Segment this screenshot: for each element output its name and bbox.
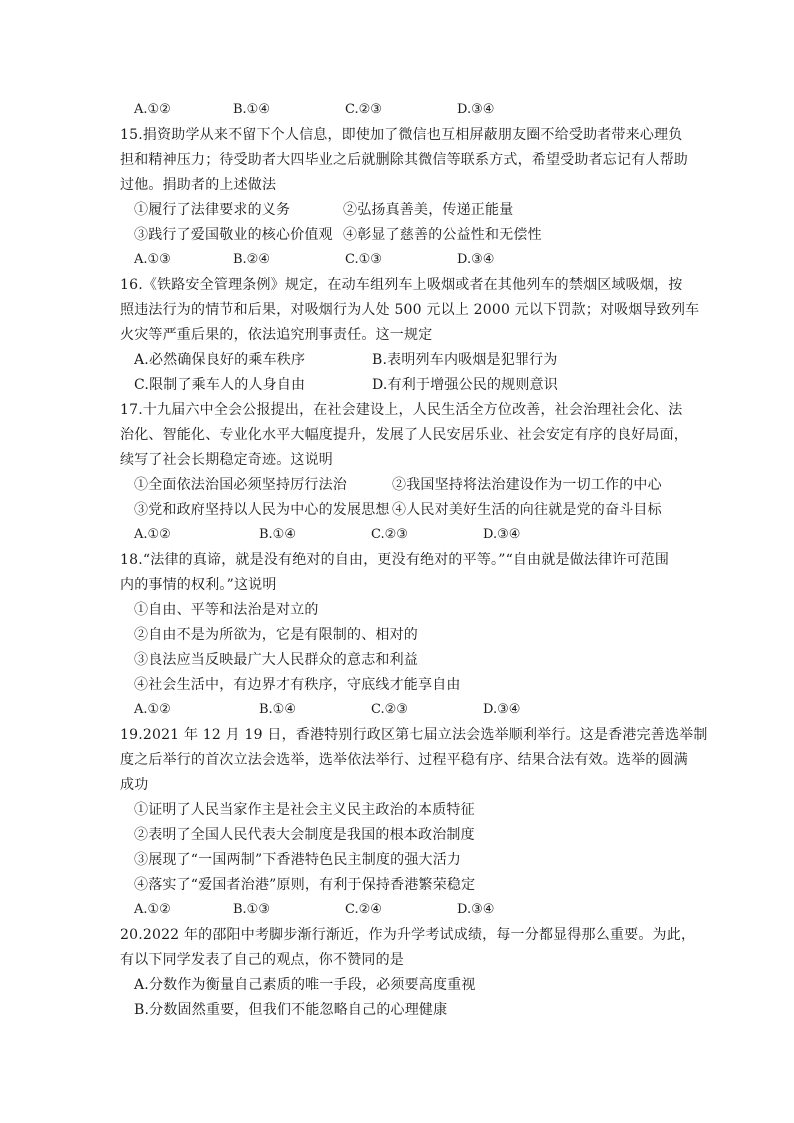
q17-item-3: ③党和政府坚持以人民为中心的发展思想 — [134, 502, 390, 518]
option-d: D.③④ — [457, 902, 495, 917]
option-c: C.②③ — [371, 702, 408, 717]
q18-item-2: ②自由不是为所欲为，它是有限制的、相对的 — [134, 627, 418, 643]
option-b: B.①④ — [259, 527, 296, 542]
q19-item-3: ③展现了“一国两制”下香港特色民主制度的强大活力 — [134, 852, 462, 868]
option-a: A.①② — [134, 102, 171, 117]
q15-item-3: ③践行了爱国敬业的核心价值观 — [134, 227, 333, 243]
q19-item-2: ②表明了全国人民代表大会制度是我国的根本政治制度 — [134, 827, 475, 843]
q17-stem-line-3: 续写了社会长期稳定奇迹。这说明 — [120, 452, 333, 468]
option-d: D.③④ — [483, 527, 521, 542]
q19-stem-line-2: 度之后举行的首次立法会选举，选举依法举行、过程平稳有序、结果合法有效。选举的圆满 — [120, 752, 688, 768]
q16-stem-line-2: 照违法行为的情节和后果，对吸烟行为人处 500 元以上 2000 元以下罚款；对吸烟导致列车 — [120, 302, 700, 318]
q20-stem-line-2: 有以下同学发表了自己的观点，你不赞同的是 — [120, 952, 404, 968]
q20-option-a: A.分数作为衡量自己素质的唯一手段，必须要高度重视 — [134, 977, 476, 993]
q19-item-4: ④落实了“爱国者治港”原则，有利于保持香港繁荣稳定 — [134, 877, 476, 893]
q17-item-2: ②我国坚持将法治建设作为一切工作的中心 — [392, 477, 662, 493]
option-b: B.①④ — [233, 102, 270, 117]
q16-option-c: C.限制了乘车人的人身自由 — [134, 377, 306, 393]
option-a: A.①② — [134, 527, 171, 542]
option-b: B.②④ — [233, 252, 270, 267]
option-b: B.①④ — [259, 702, 296, 717]
option-c: C.②③ — [371, 527, 408, 542]
option-a: A.①② — [134, 902, 171, 917]
option-a: A.①② — [134, 702, 171, 717]
q15-item-2: ②弘扬真善美，传递正能量 — [343, 202, 514, 218]
q19-stem-line-3: 成功 — [120, 777, 149, 793]
option-d: D.③④ — [457, 102, 495, 117]
option-d: D.③④ — [457, 252, 495, 267]
q16-option-a: A.必然确保良好的乘车秩序 — [134, 352, 306, 368]
q18-item-4: ④社会生活中，有边界才有秩序，守底线才能享自由 — [134, 677, 461, 693]
q15-item-1: ①履行了法律要求的义务 — [134, 202, 291, 218]
q16-option-b: B.表明列车内吸烟是犯罪行为 — [372, 352, 558, 368]
q17-item-4: ④人民对美好生活的向往就是党的奋斗目标 — [392, 502, 662, 518]
option-c: C.①③ — [345, 252, 382, 267]
q16-option-d: D.有利于增强公民的规则意识 — [372, 377, 558, 393]
option-a: A.①③ — [134, 252, 171, 267]
q18-item-3: ③良法应当反映最广大人民群众的意志和利益 — [134, 652, 418, 668]
q15-stem-line-2: 担和精神压力；待受助者大四毕业之后就删除其微信等联系方式，希望受助者忘记有人帮助 — [120, 152, 688, 168]
q20-option-b: B.分数固然重要，但我们不能忽略自己的心理健康 — [134, 1002, 448, 1018]
q18-stem-line-1: 18.“法律的真谛，就是没有绝对的自由，更没有绝对的平等。”“自由就是做法律许可范围 — [120, 552, 670, 568]
q16-stem-line-3: 火灾等严重后果的，依法追究刑事责任。这一规定 — [120, 327, 433, 343]
q17-stem-line-2: 治化、智能化、专业化水平大幅度提升，发展了人民安居乐业、社会安定有序的良好局面， — [120, 427, 688, 443]
q15-stem-line-1: 15.捐资助学从来不留下个人信息，即使加了微信也互相屏蔽朋友圈不给受助者带来心理负 — [120, 127, 683, 143]
option-c: C.②③ — [345, 102, 382, 117]
q18-item-1: ①自由、平等和法治是对立的 — [134, 602, 319, 618]
q17-stem-line-1: 17.十九届六中全会公报提出，在社会建设上，人民生活全方位改善，社会治理社会化、法 — [120, 402, 683, 418]
q20-stem-line-1: 20.2022 年的邵阳中考脚步渐行渐近，作为升学考试成绩，每一分都显得那么重要。为此， — [120, 927, 696, 943]
q15-stem-line-3: 过他。捐助者的上述做法 — [120, 177, 277, 193]
option-d: D.③④ — [483, 702, 521, 717]
q19-item-1: ①证明了人民当家作主是社会主义民主政治的本质特征 — [134, 802, 475, 818]
q16-stem-line-1: 16.《铁路安全管理条例》规定，在动车组列车上吸烟或者在其他列车的禁烟区域吸烟，按 — [120, 277, 683, 293]
option-b: B.①③ — [233, 902, 270, 917]
q19-stem-line-1: 19.2021 年 12 月 19 日，香港特别行政区第七届立法会选举顺利举行。这是香港完善选举制 — [120, 727, 708, 743]
q17-item-1: ①全面依法治国必须坚持厉行法治 — [134, 477, 347, 493]
q15-item-4: ④彰显了慈善的公益性和无偿性 — [343, 227, 542, 243]
q18-stem-line-2: 内的事情的权利。”这说明 — [120, 577, 277, 593]
option-c: C.②④ — [345, 902, 382, 917]
